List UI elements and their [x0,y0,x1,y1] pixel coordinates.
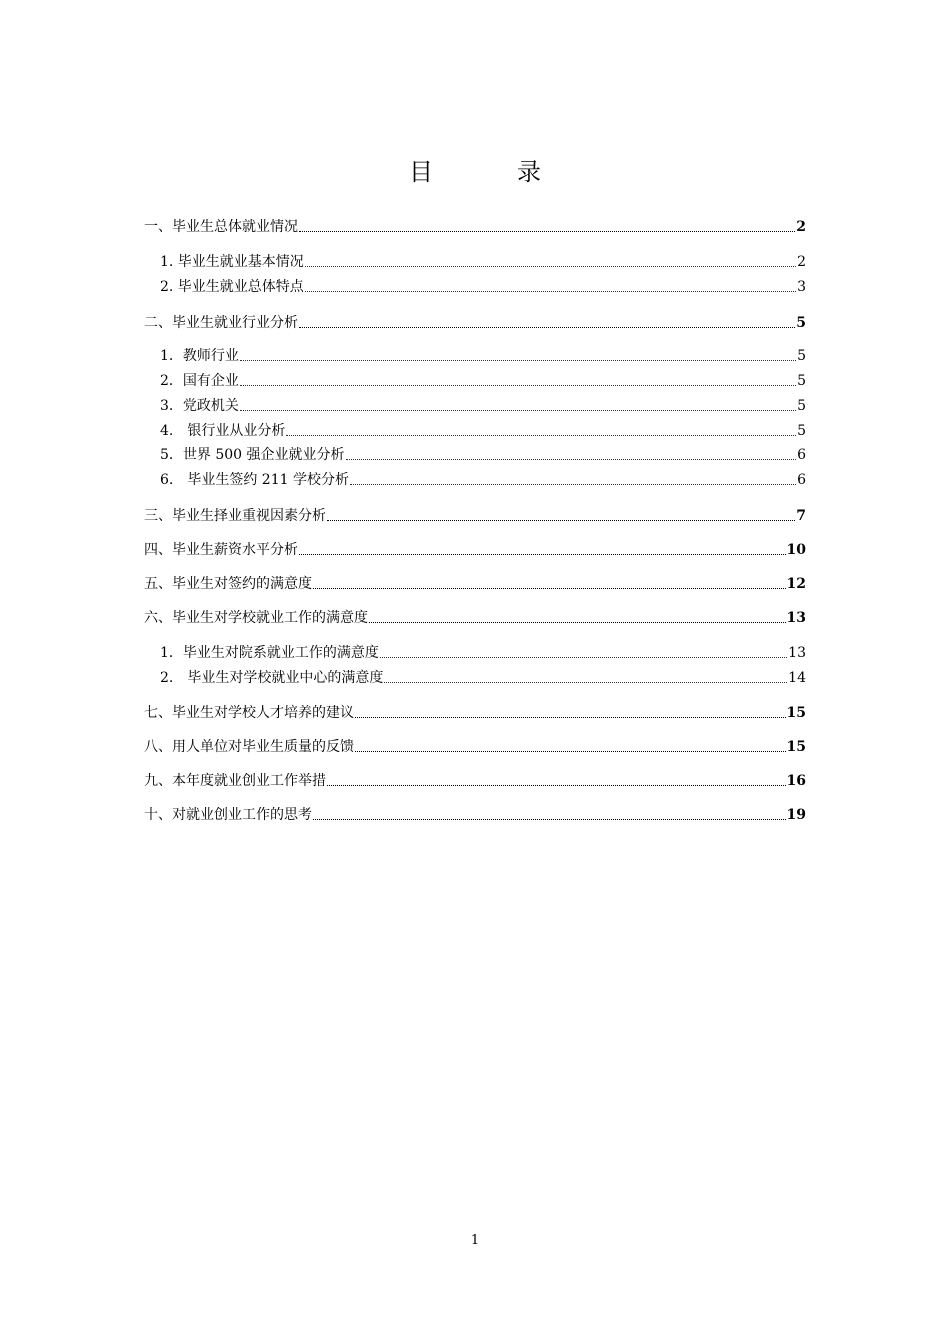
toc-entry-text: 5．世界 500 强企业就业分析 [160,447,345,463]
toc-entry-page: 2 [797,254,806,270]
toc-entry-text: 2．国有企业 [160,373,239,389]
toc-chapter-entry[interactable] [144,803,806,825]
toc-entry-page: 7 [796,508,806,524]
toc-section-entry[interactable] [144,250,806,272]
toc-dot-leader [350,484,796,485]
toc-chapter-entry[interactable] [144,769,806,791]
toc-section-entry[interactable] [144,394,806,416]
toc-entry-page: 14 [788,670,806,686]
toc-entry-text: 1．毕业生对院系就业工作的满意度 [160,645,379,661]
toc-entry-text: 七、毕业生对学校人才培养的建议 [144,705,354,721]
toc-dot-leader [286,435,796,436]
toc-entry-page: 13 [786,610,806,626]
toc-entry-text: 1．教师行业 [160,348,239,364]
toc-entry-page: 16 [786,773,806,789]
toc-dot-leader [305,266,796,267]
page-number: 1 [470,1233,480,1248]
toc-entry-text: 九、本年度就业创业工作举措 [144,773,326,789]
toc-section-entry[interactable] [144,275,806,297]
toc-chapter-entry[interactable] [144,735,806,757]
toc-entry-page: 2 [796,219,806,235]
toc-section-entry[interactable] [144,468,806,490]
toc-dot-leader [380,657,787,658]
toc-entry-page: 5 [797,373,806,389]
toc-section-entry[interactable] [144,369,806,391]
toc-entry-page: 13 [788,645,806,661]
toc-section-entry[interactable] [144,666,806,688]
toc-entry-text: 六、毕业生对学校就业工作的满意度 [144,610,368,626]
toc-entry-page: 6 [797,447,806,463]
toc-entry-page: 6 [797,472,806,488]
toc-dot-leader [240,385,796,386]
toc-entry-text: 五、毕业生对签约的满意度 [144,576,312,592]
toc-dot-leader [299,327,795,328]
toc-chapter-entry[interactable] [144,311,806,333]
toc-chapter-entry[interactable] [144,504,806,526]
toc-entry-text: 四、毕业生薪资水平分析 [144,542,298,558]
toc-entry-page: 15 [786,705,806,721]
toc-chapter-entry[interactable] [144,701,806,723]
toc-chapter-entry[interactable] [144,538,806,560]
toc-section-entry[interactable] [144,344,806,366]
toc-dot-leader [346,459,797,460]
toc-dot-leader [327,520,795,521]
toc-entry-text: 3．党政机关 [160,398,239,414]
toc-title: 目 录 [409,158,571,186]
toc-entry-text: 三、毕业生择业重视因素分析 [144,508,326,524]
toc-dot-leader [369,622,786,623]
toc-entry-text: 6. 毕业生签约 211 学校分析 [160,472,349,488]
toc-dot-leader [384,682,787,683]
toc-entry-page: 10 [786,542,806,558]
toc-entry-text: 二、毕业生就业行业分析 [144,315,298,331]
toc-entry-text: 十、对就业创业工作的思考 [144,807,312,823]
toc-section-entry[interactable] [144,641,806,663]
toc-section-entry[interactable] [144,419,806,441]
toc-entry-page: 5 [796,315,806,331]
toc-entry-page: 5 [797,398,806,414]
toc-entry-page: 3 [797,279,806,295]
toc-entry-page: 5 [797,423,806,439]
toc-entry-text: 1. 毕业生就业基本情况 [160,254,304,270]
toc-entry-page: 12 [786,576,806,592]
toc-entry-text: 2. 毕业生就业总体特点 [160,279,304,295]
toc-dot-leader [313,819,786,820]
toc-dot-leader [299,231,795,232]
toc-entry-text: 一、毕业生总体就业情况 [144,219,298,235]
toc-dot-leader [355,717,786,718]
toc-dot-leader [327,785,786,786]
toc-dot-leader [299,554,786,555]
toc-chapter-entry[interactable] [144,215,806,237]
toc-entry-text: 4. 银行业从业分析 [160,423,286,439]
toc-dot-leader [305,291,796,292]
toc-dot-leader [240,360,796,361]
toc-entry-text: 八、用人单位对毕业生质量的反馈 [144,739,354,755]
toc-entry-page: 19 [786,807,806,823]
toc-entry-text: 2. 毕业生对学校就业中心的满意度 [160,670,384,686]
toc-dot-leader [240,410,796,411]
toc-dot-leader [355,751,786,752]
toc-chapter-entry[interactable] [144,606,806,628]
toc-dot-leader [313,588,786,589]
toc-entry-page: 15 [786,739,806,755]
toc-section-entry[interactable] [144,443,806,465]
toc-entry-page: 5 [797,348,806,364]
toc-chapter-entry[interactable] [144,572,806,594]
